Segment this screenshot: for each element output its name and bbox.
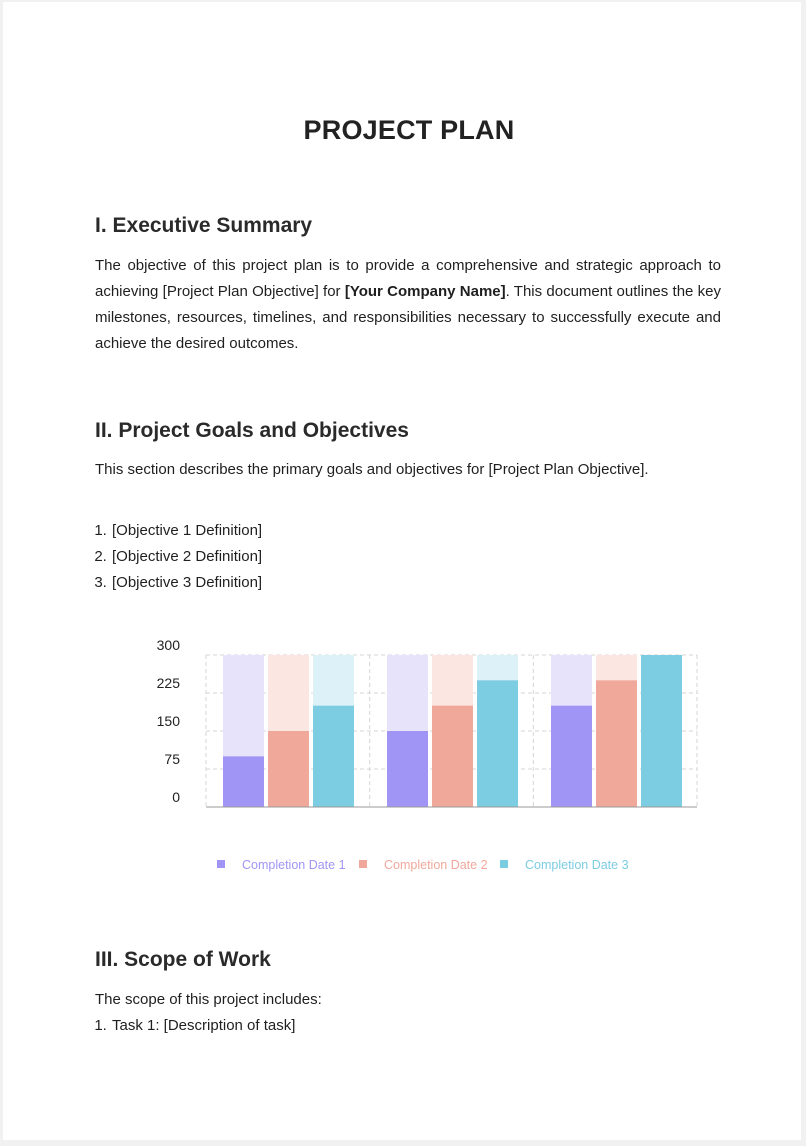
legend-swatch: [217, 860, 225, 868]
y-tick-label: 300: [156, 637, 180, 653]
bar: [641, 655, 682, 807]
completion-bar-chart: [143, 634, 713, 884]
document-title: PROJECT PLAN: [303, 115, 515, 145]
list-item: 2. [Objective 2 Definition]: [111, 544, 262, 570]
list-item: 3. [Objective 3 Definition]: [111, 570, 262, 596]
bar: [551, 706, 592, 807]
bar: [387, 731, 428, 807]
scope-list: [95, 1013, 295, 1039]
legend-swatch: [359, 860, 367, 868]
bar: [477, 680, 518, 807]
bar: [268, 731, 309, 807]
y-tick-label: 75: [164, 751, 180, 767]
section-heading-goals-objectives: II. Project Goals and Objectives: [95, 419, 409, 442]
section-heading-executive-summary: I. Executive Summary: [95, 214, 313, 237]
bar: [313, 706, 354, 807]
y-tick-label: 0: [172, 789, 180, 805]
company-name-placeholder: [Your Company Name]: [344, 283, 506, 300]
objectives-list: [95, 518, 262, 596]
scope-paragraph: The scope of this project includes:: [95, 991, 322, 1008]
executive-summary-paragraph: The objective of this project plan is to provide a comprehensive and strategic approach to achieving [Project Plan Objective] for [Your Company Name]. This document outlines the key milestones, resources, timelines, and responsibilities necessary to successfully execute and achieve the desired outcomes.: [95, 257, 722, 352]
bar: [596, 680, 637, 807]
legend-swatch: [500, 860, 508, 868]
legend-label: Completion Date 2: [384, 858, 488, 872]
list-item: 1. Task 1: [Description of task]: [111, 1013, 295, 1039]
y-tick-label: 225: [156, 675, 180, 691]
y-tick-label: 150: [156, 713, 180, 729]
document-page: [3, 2, 801, 1140]
bar: [223, 756, 264, 807]
legend-label: Completion Date 1: [242, 858, 346, 872]
list-item: 1. [Objective 1 Definition]: [111, 518, 262, 544]
goals-paragraph: This section describes the primary goals and objectives for [Project Plan Objective].: [95, 461, 649, 478]
bar: [432, 706, 473, 807]
section-heading-scope-of-work: III. Scope of Work: [95, 948, 271, 971]
legend-label: Completion Date 3: [525, 858, 629, 872]
